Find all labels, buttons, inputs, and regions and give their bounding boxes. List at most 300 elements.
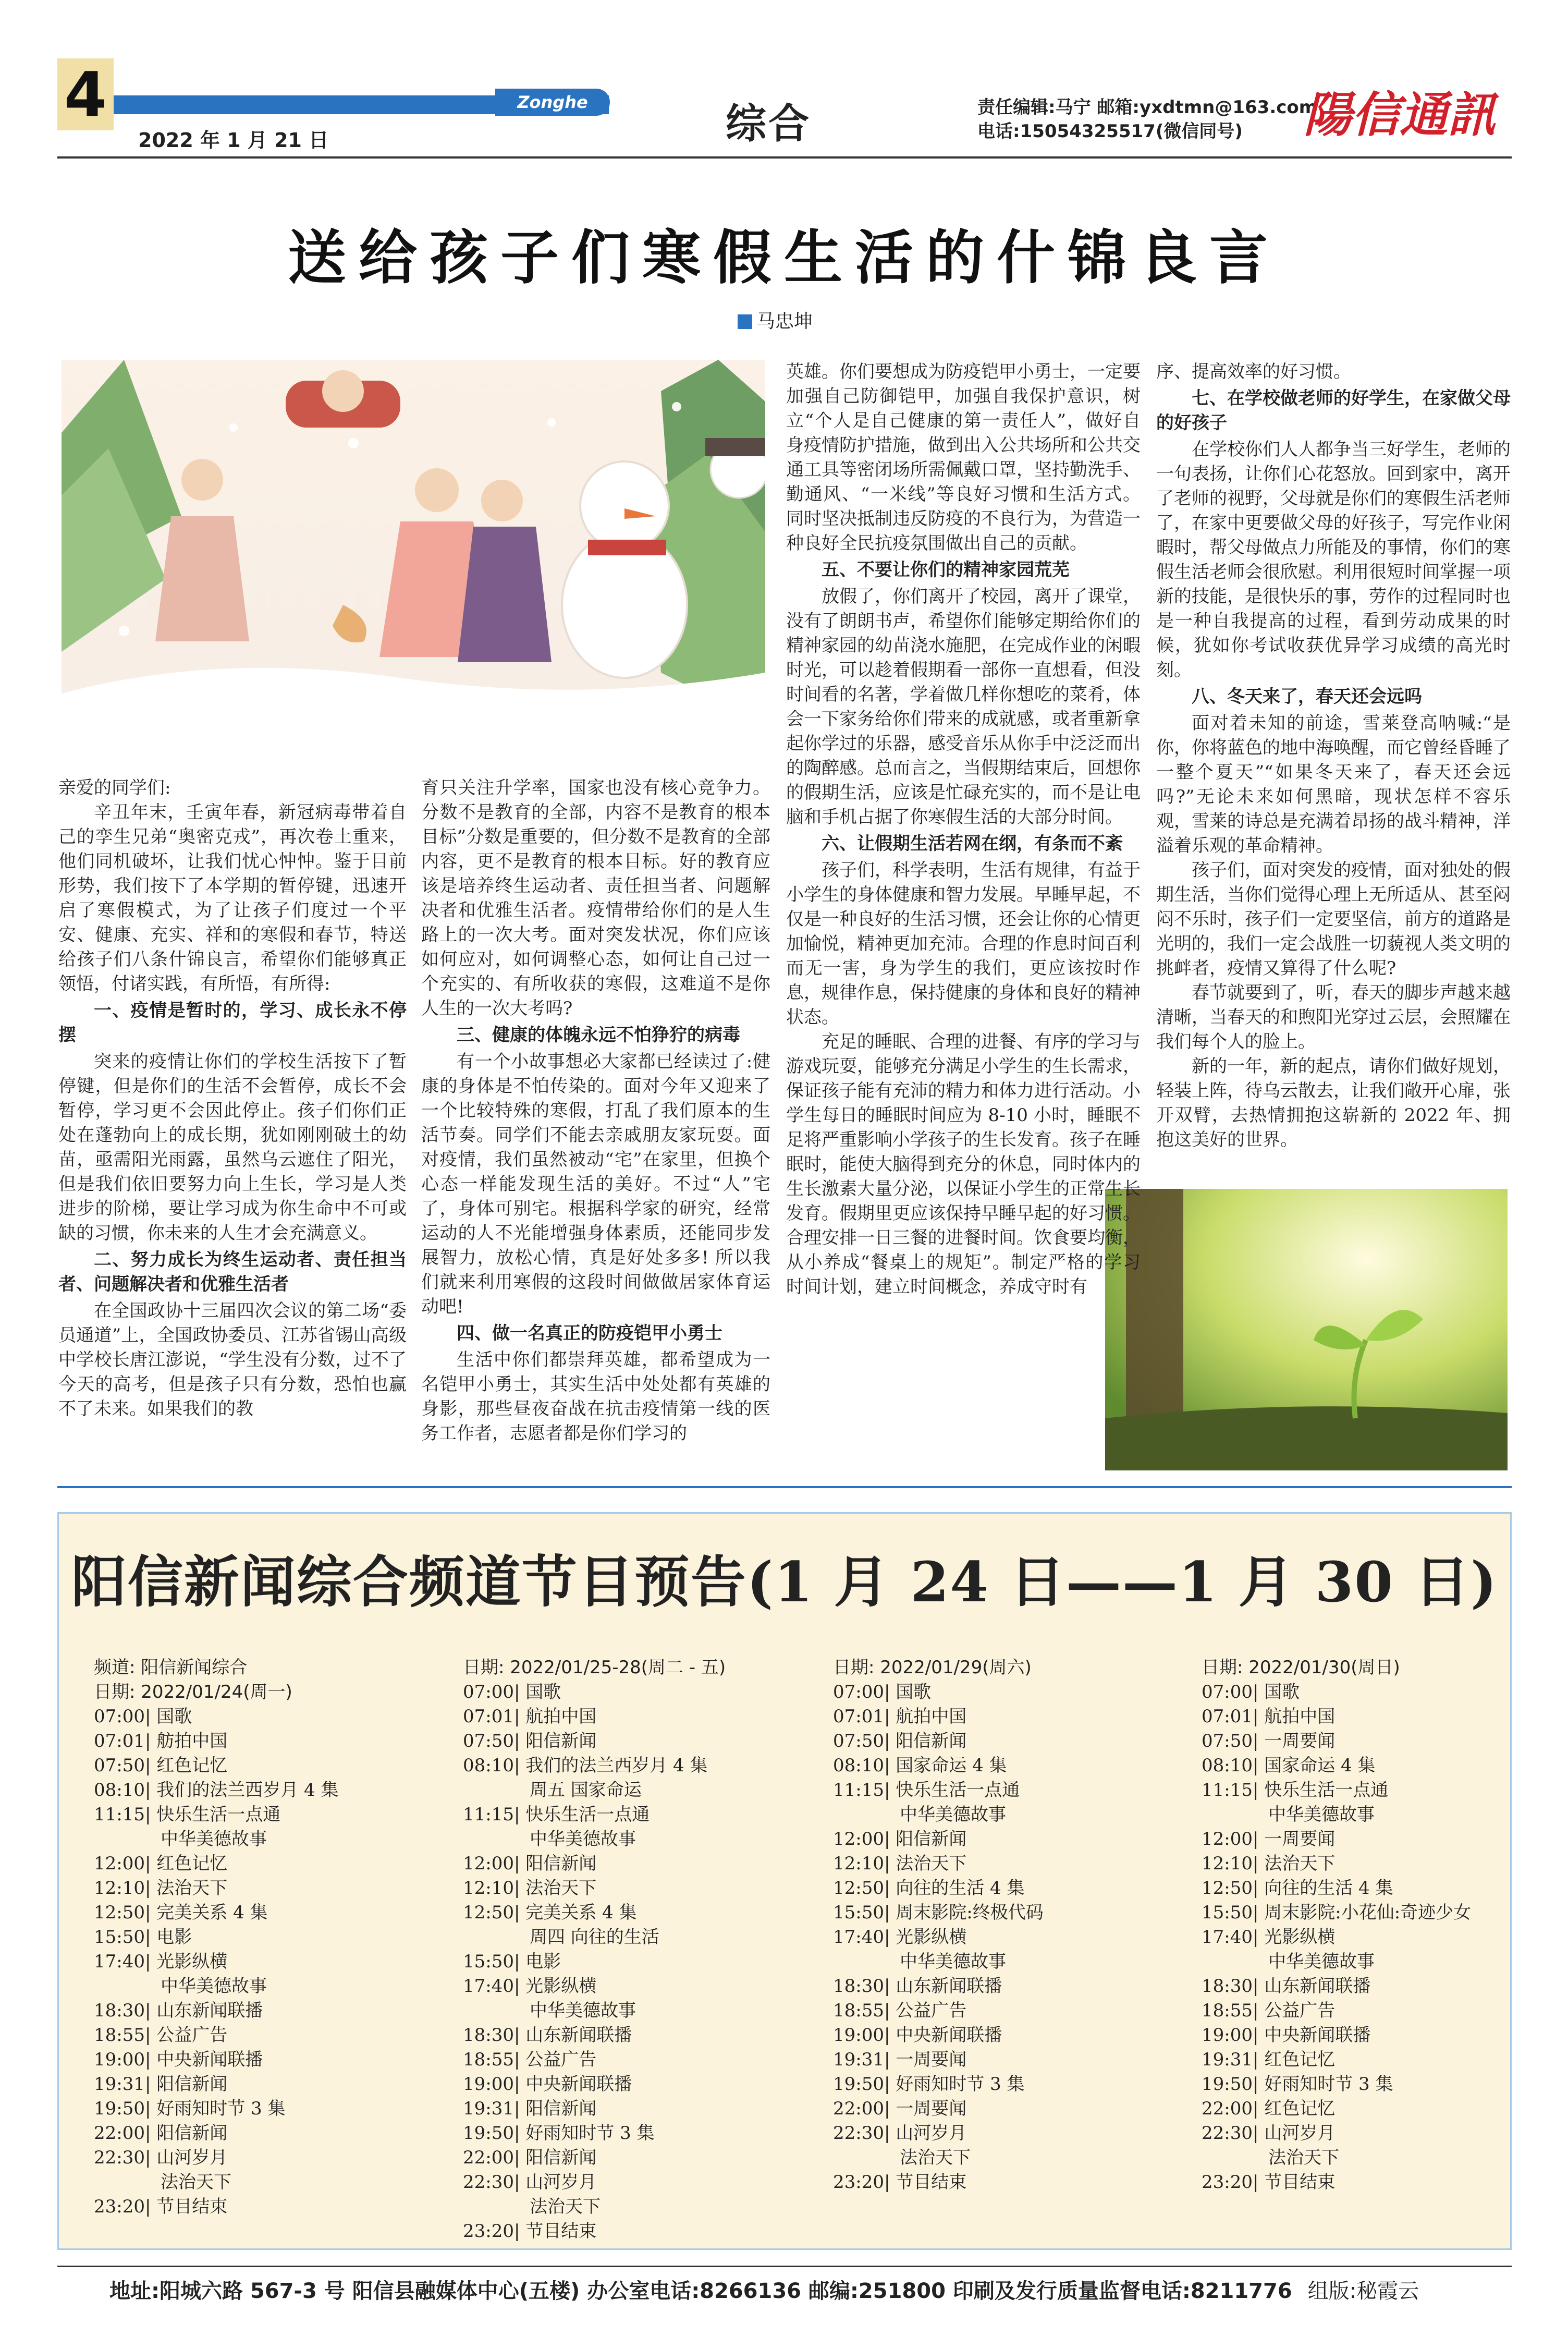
schedule-row — [833, 1778, 1172, 1803]
schedule-time: 12:10 — [833, 1853, 884, 1874]
schedule-time: 15:50 — [1202, 1902, 1253, 1923]
schedule-row — [1202, 1778, 1509, 1803]
schedule-row — [463, 2146, 802, 2170]
schedule-program: 阳信新闻 — [156, 2123, 228, 2144]
schedule-time: 12:10 — [94, 1878, 145, 1899]
schedule-time: 11:15 — [833, 1780, 884, 1800]
schedule-program: 山河岁月 — [156, 2147, 228, 2168]
schedule-separator: | — [144, 2098, 157, 2119]
schedule-row — [1202, 1974, 1509, 1999]
schedule-time: 19:00 — [463, 2074, 514, 2095]
schedule-row — [94, 1925, 433, 1950]
paragraph: 在全国政协十三届四次会议的第二场“委员通道”上，全国政协委员、江苏省锡山高级中学校长唐江澎说，“学生没有分数，过不了今天的高考，但是孩子只有分数，恐怕也赢不了未来。如果我们的教 — [58, 1300, 407, 1419]
schedule-row: 中华美德故事 — [530, 1829, 636, 1850]
schedule-separator: | — [513, 1682, 526, 1702]
schedule-time: 17:40 — [1202, 1927, 1253, 1948]
paragraph: 孩子们，科学表明，生活有规律，有益于小学生的身体健康和智力发展。早睡早起，不仅是一种良好的生活习惯，还会让你的心情更加愉悦，精神更加充沛。合理的作息时间百利而无一害，身为学生的我们，更应该按时作息，规律作息，保持健康的身体和良好的精神状态。 — [786, 860, 1141, 1028]
schedule-time: 12:10 — [1202, 1853, 1253, 1874]
schedule-separator: | — [884, 1731, 896, 1751]
schedule-program: 光影纵横 — [1264, 1927, 1336, 1948]
schedule-row — [463, 2023, 802, 2048]
schedule-time: 07:00 — [94, 1706, 145, 1727]
schedule-program: 公益广告 — [525, 2049, 597, 2070]
schedule-separator: | — [1252, 1780, 1265, 1800]
schedule-separator: | — [144, 2074, 157, 2095]
schedule-time: 18:30 — [833, 1976, 884, 1997]
article-column-3 — [786, 360, 1141, 1299]
schedule-time: 07:01 — [1202, 1706, 1253, 1727]
schedule-row — [463, 2097, 802, 2121]
schedule-separator: | — [1252, 1731, 1265, 1751]
schedule-program: 航拍中国 — [525, 1706, 597, 1727]
schedule-time: 22:30 — [463, 2172, 514, 2193]
schedule-program: 航拍中国 — [1264, 1706, 1336, 1727]
schedule-program: 法治天下 — [1264, 1853, 1336, 1874]
paragraph: 春节就要到了，听，春天的脚步声越来越清晰，当春天的和煦阳光穿过云层，会照耀在我们每个人的脸上。 — [1156, 982, 1511, 1052]
schedule-program: 山河岁月 — [525, 2172, 597, 2193]
schedule-row — [833, 1705, 1172, 1729]
article-column-4 — [1156, 360, 1511, 1152]
header-rule — [57, 156, 1512, 159]
schedule-time: 08:10 — [1202, 1755, 1253, 1776]
paragraph: 新的一年，新的起点，请你们做好规划，轻装上阵，待乌云散去，让我们敞开心扉，张开双臂，去热情拥抱这崭新的 2022 年、拥抱这美好的世界。 — [1156, 1056, 1511, 1150]
schedule-separator: | — [884, 1780, 896, 1800]
schedule-row — [833, 1754, 1172, 1778]
schedule-separator: | — [144, 2049, 157, 2070]
footer-rule — [57, 2266, 1512, 2267]
schedule-separator: | — [1252, 2000, 1265, 2021]
schedule-row — [463, 2219, 802, 2244]
schedule-time: 07:01 — [463, 1706, 514, 1727]
schedule-program: 中央新闻联播 — [525, 2074, 632, 2095]
editor-info — [977, 95, 1317, 143]
schedule-separator: | — [144, 1878, 157, 1899]
schedule-program: 一周要闻 — [896, 2049, 967, 2070]
schedule-row — [1202, 2097, 1509, 2121]
schedule-program: 光影纵横 — [525, 1976, 597, 1997]
schedule-separator: | — [513, 2123, 526, 2144]
schedule-column-4 — [1202, 1656, 1509, 2195]
schedule-row — [1202, 1876, 1509, 1901]
schedule-separator: | — [513, 2098, 526, 2119]
schedule-program: 周末影院:终极代码 — [896, 1902, 1044, 1923]
schedule-row — [1202, 2072, 1509, 2097]
schedule-row — [833, 2121, 1172, 2146]
schedule-row — [833, 1974, 1172, 1999]
schedule-row: 中华美德故事 — [161, 1829, 267, 1850]
schedule-program: 公益广告 — [1264, 2000, 1336, 2021]
schedule-program: 向往的生活 4 集 — [1264, 1878, 1393, 1899]
schedule-row — [1202, 1999, 1509, 2023]
paragraph: 充足的睡眠、合理的进餐、有序的学习与游戏玩耍，能够充分满足小学生的生长需求，保证孩子能有充沛的精力和体力进行活动。小学生每日的睡眠时间应为 8-10 小时，睡眠不足将严重影响小学孩子的生长发育。孩子在睡眠时，能使大脑得到充分的休息，同时体内的生长激素大量分泌，以保证小学生的正常生长发育。假期里更应该保持早睡早起的好习惯。合理安排一日三餐的进餐时间。饮食要均衡，从小养成“餐桌上的规矩”。制定严格的学习时间计划，建立时间概念，养成守时有 — [786, 1031, 1141, 1297]
schedule-time: 12:50 — [463, 1902, 514, 1923]
section-divider — [57, 1486, 1512, 1488]
schedule-program: 阳信新闻 — [896, 1829, 967, 1850]
winter-illustration — [62, 360, 765, 766]
schedule-row: 中华美德故事 — [530, 2000, 636, 2021]
section-heading: 二、努力成长为终生运动者、责任担当者、问题解决者和优雅生活者 — [58, 1249, 407, 1295]
schedule-time: 22:30 — [94, 2147, 145, 2168]
schedule-program: 电影 — [156, 1927, 192, 1948]
schedule-program: 中央新闻联播 — [896, 2025, 1002, 2046]
section-heading: 四、做一名真正的防疫铠甲小勇士 — [457, 1323, 722, 1344]
schedule-time: 19:31 — [1202, 2049, 1253, 2070]
schedule-row — [94, 1999, 433, 2023]
schedule-program: 红色记忆 — [156, 1755, 228, 1776]
schedule-time: 11:15 — [94, 1804, 145, 1825]
schedule-row — [833, 2097, 1172, 2121]
schedule-program: 阳信新闻 — [896, 1731, 967, 1751]
schedule-row — [94, 1852, 433, 1876]
schedule-program: 公益广告 — [156, 2025, 228, 2046]
schedule-time: 18:30 — [1202, 1976, 1253, 1997]
schedule-time: 12:00 — [833, 1829, 884, 1850]
schedule-time: 23:20 — [463, 2221, 514, 2242]
schedule-row — [463, 1803, 802, 1827]
schedule-row — [94, 1876, 433, 1901]
schedule-separator: | — [513, 1731, 526, 1751]
schedule-separator: | — [513, 1755, 526, 1776]
schedule-row: 中华美德故事 — [1268, 1804, 1375, 1825]
schedule-program: 中央新闻联播 — [156, 2049, 263, 2070]
schedule-row: 法治天下 — [530, 2196, 601, 2217]
footer-editor: 组版:秘霞云 — [1307, 2279, 1419, 2303]
schedule-time: 22:30 — [833, 2123, 884, 2144]
schedule-row — [1202, 2048, 1509, 2072]
schedule-row — [463, 1876, 802, 1901]
schedule-separator: | — [1252, 1755, 1265, 1776]
schedule-time: 18:55 — [833, 2000, 884, 2021]
schedule-time: 19:50 — [833, 2074, 884, 2095]
schedule-time: 18:55 — [94, 2025, 145, 2046]
section-en-tag: Zonghe — [495, 89, 610, 116]
schedule-time: 12:10 — [463, 1878, 514, 1899]
schedule-time: 18:30 — [94, 2000, 145, 2021]
schedule-row — [94, 1950, 433, 1974]
schedule-row — [1202, 2121, 1509, 2146]
paragraph: 育只关注升学率，国家也没有核心竞争力。分数不是教育的全部，内容不是教育的根本目标”分数是重要的，但分数不是教育的全部内容，更不是教育的根本目标。好的教育应该是培养终生运动者、责任担当者、问题解决者和优雅生活者。疫情带给你们的是人生路上的一次大考。面对突发状况，你们应该如何应对，如何调整心态，如何让自己过一个充实的、有所收获的寒假，这难道不是你人生的一次大考吗? — [421, 777, 770, 1019]
schedule-separator: | — [1252, 1902, 1265, 1923]
schedule-time: 19:00 — [833, 2025, 884, 2046]
schedule-time: 17:40 — [94, 1951, 145, 1972]
section-heading: 七、在学校做老师的好学生，在家做父母的好孩子 — [1156, 388, 1511, 433]
schedule-separator: | — [884, 1682, 896, 1702]
schedule-program: 向往的生活 4 集 — [896, 1878, 1025, 1899]
schedule-program: 法治天下 — [525, 1878, 597, 1899]
schedule-separator: | — [513, 2172, 526, 2193]
schedule-program: 山东新闻联播 — [1264, 1976, 1371, 1997]
schedule-separator: | — [144, 1902, 157, 1923]
schedule-separator: | — [884, 1829, 896, 1850]
paragraph: 英雄。你们要想成为防疫铠甲小勇士，一定要加强自己防御铠甲，加强自我保护意识，树立“个人是自己健康的第一责任人”，做好自身疫情防护措施，做到出入公共场所和公共交通工具等密闭场所需佩戴口罩，坚持勤洗手、勤通风、“一米线”等良好习惯和生活方式。同时坚决抵制违反防疫的不良行为，为营造一种良好全民抗疫氛围做出自己的贡献。 — [786, 361, 1141, 554]
schedule-separator: | — [513, 1902, 526, 1923]
schedule-time: 19:00 — [1202, 2025, 1253, 2046]
schedule-time: 22:00 — [1202, 2098, 1253, 2119]
editor-line: 责任编辑:马宁 邮箱:yxdtmn@163.com — [977, 97, 1318, 118]
schedule-program: 快乐生活一点通 — [156, 1804, 281, 1825]
schedule-row — [94, 1803, 433, 1827]
schedule-row — [463, 2170, 802, 2195]
schedule-row — [463, 1705, 802, 1729]
schedule-time: 19:50 — [94, 2098, 145, 2119]
schedule-separator: | — [513, 2025, 526, 2046]
author-marker-icon — [738, 314, 752, 329]
schedule-header: 日期: 2022/01/29(周六) — [833, 1657, 1032, 1678]
logo-text: 陽信通訊 — [1303, 87, 1496, 143]
schedule-separator: | — [144, 1706, 157, 1727]
schedule-row — [94, 2048, 433, 2072]
schedule-row — [1202, 1925, 1509, 1950]
section-heading: 八、冬天来了，春天还会远吗 — [1192, 686, 1422, 707]
schedule-time: 07:50 — [463, 1731, 514, 1751]
schedule-program: 完美关系 4 集 — [156, 1902, 268, 1923]
schedule-row — [1202, 1852, 1509, 1876]
schedule-program: 山河岁月 — [896, 2123, 967, 2144]
schedule-separator: | — [884, 2049, 896, 2070]
paragraph: 在学校你们人人都争当三好学生，老师的一句表扬，让你们心花怒放。回到家中，离开了老师的视野，父母就是你们的寒假生活老师了，在家中更要做父母的好孩子，写完作业闲暇时，帮父母做点力所能及的事情，你们的寒假生活老师会很欣慰。利用很短时间掌握一项新的技能，是很快乐的事，劳作的过程同时也是一种自我提高的过程，看到劳动成果的时候，犹如你考试收获优异学习成绩的高光时刻。 — [1156, 439, 1511, 680]
schedule-separator: | — [144, 2196, 157, 2217]
article-column-1 — [58, 776, 407, 1421]
paragraph: 突来的疫情让你们的学校生活按下了暂停键，但是你们的生活不会暂停，成长不会暂停，学习更不会因此停止。孩子们你们正处在蓬勃向上的成长期，犹如刚刚破土的幼苗，亟需阳光雨露，虽然乌云遮住了阳光，但是我们依旧要努力向上生长，学习是人类进步的阶梯，要让学习成为你生命中不可或缺的习惯，你未来的人生才会充满意义。 — [58, 1051, 407, 1244]
schedule-separator: | — [1252, 2098, 1265, 2119]
schedule-separator: | — [884, 1976, 896, 1997]
schedule-program: 红色记忆 — [1264, 2049, 1336, 2070]
schedule-separator: | — [144, 2000, 157, 2021]
schedule-program: 我们的法兰西岁月 4 集 — [525, 1755, 708, 1776]
schedule-column-2 — [463, 1656, 802, 2244]
schedule-program: 我们的法兰西岁月 4 集 — [156, 1780, 339, 1800]
schedule-time: 18:55 — [1202, 2000, 1253, 2021]
schedule-program: 节目结束 — [156, 2196, 228, 2217]
schedule-separator: | — [884, 1853, 896, 1874]
schedule-row — [1202, 1705, 1509, 1729]
schedule-program: 阳信新闻 — [156, 2074, 228, 2095]
schedule-row — [463, 2048, 802, 2072]
paragraph: 生活中你们都崇拜英雄，都希望成为一名铠甲小勇士，其实生活中处处都有英雄的身影，那些昼夜奋战在抗击疫情第一线的医务工作者，志愿者都是你们学习的 — [421, 1349, 770, 1444]
schedule-program: 国歌 — [1264, 1682, 1300, 1702]
schedule-program: 国歌 — [156, 1706, 192, 1727]
schedule-title: 阳信新闻综合频道节目预告(1 月 24 日——1 月 30 日) — [71, 1549, 1498, 1614]
schedule-separator: | — [513, 2221, 526, 2242]
schedule-program: 红色记忆 — [156, 1853, 228, 1874]
schedule-row — [463, 2121, 802, 2146]
schedule-program: 山东新闻联播 — [525, 2025, 632, 2046]
schedule-program: 国歌 — [896, 1682, 932, 1702]
schedule-program: 阳信新闻 — [525, 1731, 597, 1751]
schedule-time: 17:40 — [833, 1927, 884, 1948]
paragraph: 放假了，你们离开了校园，离开了课堂，没有了朗朗书声，希望你们能够定期给你们的精神家园的幼苗浇水施肥，在完成作业的闲暇时光，可以趁着假期看一部你一直想看，但没时间看的名著，学着做几样你想吃的菜肴，体会一下家务给你们带来的成就感，或者重新拿起你学过的乐器，感受音乐从你手中泛泛而出的陶醉感。总而言之，当假期结束后，回想你的假期生活，应该是忙碌充实的，而不是让电脑和手机占据了你寒假生活的大部分时间。 — [786, 586, 1141, 828]
schedule-program: 快乐生活一点通 — [525, 1804, 650, 1825]
schedule-column-3 — [833, 1656, 1172, 2195]
schedule-separator: | — [884, 2098, 896, 2119]
schedule-row — [94, 2195, 433, 2219]
schedule-row — [463, 2072, 802, 2097]
schedule-separator: | — [144, 1731, 157, 1751]
schedule-row — [833, 1876, 1172, 1901]
schedule-program: 阳信新闻 — [525, 2147, 597, 2168]
schedule-time: 19:31 — [833, 2049, 884, 2070]
schedule-separator: | — [1252, 2123, 1265, 2144]
schedule-time: 08:10 — [833, 1755, 884, 1776]
schedule-separator: | — [144, 2123, 157, 2144]
schedule-separator: | — [144, 1853, 157, 1874]
schedule-program: 山东新闻联播 — [896, 1976, 1002, 1997]
paragraph: 孩子们，面对突发的疫情，面对独处的假期生活，当你们觉得心理上无所适从、甚至闷闷不乐时，孩子们一定要坚信，前方的道路是光明的，我们一定会战胜一切藐视人类文明的挑衅者，疫情又算得了什么呢? — [1156, 860, 1511, 979]
schedule-time: 08:10 — [94, 1780, 145, 1800]
article-title: 送给孩子们寒假生活的什锦良言 — [288, 224, 1280, 292]
schedule-column-1 — [94, 1656, 433, 2219]
paragraph: 面对着未知的前途，雪莱登高呐喊:“是你，你将蓝色的地中海唤醒，而它曾经昏睡了一整个夏天”“如果冬天来了，春天还会远吗?”无论未来如何黑暗，现状怎样不容乐观，雪莱的诗总是充满着昂扬的战斗精神，洋溢着乐观的革命精神。 — [1156, 713, 1511, 856]
section-heading: 六、让假期生活若网在纲，有条而不紊 — [822, 833, 1123, 854]
schedule-program: 好雨知时节 3 集 — [525, 2123, 655, 2144]
schedule-program: 国歌 — [525, 1682, 561, 1702]
schedule-time: 07:01 — [833, 1706, 884, 1727]
schedule-row — [463, 1680, 802, 1705]
schedule-separator: | — [1252, 1976, 1265, 1997]
schedule-row — [1202, 1901, 1509, 1925]
schedule-separator: | — [144, 1780, 157, 1800]
schedule-row — [1202, 1827, 1509, 1852]
schedule-header: 日期: 2022/01/25-28(周二 - 五) — [463, 1657, 726, 1678]
schedule-row: 周五 国家命运 — [530, 1780, 642, 1800]
schedule-program: 国家命运 4 集 — [896, 1755, 1007, 1776]
schedule-time: 19:50 — [463, 2123, 514, 2144]
schedule-program: 周末影院:小花仙:奇迹少女 — [1264, 1902, 1472, 1923]
schedule-time: 18:30 — [463, 2025, 514, 2046]
schedule-row — [94, 2097, 433, 2121]
schedule-row — [833, 1901, 1172, 1925]
schedule-separator: | — [1252, 2074, 1265, 2095]
schedule-separator: | — [144, 1804, 157, 1825]
schedule-separator: | — [144, 2147, 157, 2168]
schedule-program: 电影 — [525, 1951, 561, 1972]
schedule-row: 周四 向往的生活 — [530, 1927, 659, 1948]
schedule-row — [94, 2072, 433, 2097]
schedule-row — [833, 1827, 1172, 1852]
schedule-time: 07:00 — [463, 1682, 514, 1702]
schedule-separator: | — [1252, 1878, 1265, 1899]
schedule-program: 节目结束 — [1264, 2172, 1336, 2193]
schedule-row — [94, 1754, 433, 1778]
schedule-row — [94, 1901, 433, 1925]
schedule-row — [833, 1729, 1172, 1754]
schedule-separator: | — [513, 2147, 526, 2168]
sprout-photo — [1105, 1189, 1508, 1470]
schedule-row: 中华美德故事 — [900, 1951, 1006, 1972]
schedule-program: 国家命运 4 集 — [1264, 1755, 1376, 1776]
schedule-separator: | — [513, 1878, 526, 1899]
schedule-program: 好雨知时节 3 集 — [156, 2098, 286, 2119]
schedule-separator: | — [1252, 1927, 1265, 1948]
schedule-time: 07:50 — [1202, 1731, 1253, 1751]
schedule-row — [833, 2072, 1172, 2097]
paragraph: 亲爱的同学们: — [58, 777, 171, 798]
schedule-separator: | — [513, 1804, 526, 1825]
schedule-time: 11:15 — [1202, 1780, 1253, 1800]
schedule-row — [1202, 2170, 1509, 2195]
schedule-time: 19:50 — [1202, 2074, 1253, 2095]
schedule-row — [833, 1852, 1172, 1876]
article-column-2 — [421, 776, 770, 1446]
schedule-row — [94, 1778, 433, 1803]
schedule-program: 舫拍中国 — [156, 1731, 228, 1751]
schedule-time: 07:01 — [94, 1731, 145, 1751]
schedule-separator: | — [1252, 1829, 1265, 1850]
schedule-separator: | — [144, 1755, 157, 1776]
schedule-row — [463, 1950, 802, 1974]
schedule-separator: | — [144, 1927, 157, 1948]
schedule-separator: | — [513, 1976, 526, 1997]
schedule-separator: | — [1252, 2049, 1265, 2070]
schedule-row — [463, 1901, 802, 1925]
schedule-separator: | — [884, 2000, 896, 2021]
schedule-program: 完美关系 4 集 — [525, 1902, 637, 1923]
schedule-time: 07:50 — [94, 1755, 145, 1776]
schedule-separator: | — [1252, 2172, 1265, 2193]
article-author — [738, 307, 813, 333]
schedule-time: 08:10 — [463, 1755, 514, 1776]
paragraph: 有一个小故事想必大家都已经读过了:健康的身体是不怕传染的。面对今年又迎来了一个比较特殊的寒假，打乱了我们原本的生活节奏。同学们不能去亲戚朋友家玩耍。面对疫情，我们虽然被动“宅”在家里，但换个心态一样能发现生活的美好。不过“人”宅了，身体可别宅。根据科学家的研究，经常运动的人不光能增强身体素质，还能同步发展智力，放松心情，真是好处多多! 所以我们就来利用寒假的这段时间做做居家体育运动吧! — [421, 1051, 770, 1317]
schedule-row — [94, 1729, 433, 1754]
phone-line: 电话:15054325517(微信同号) — [977, 121, 1243, 142]
schedule-time: 12:00 — [463, 1853, 514, 1874]
schedule-time: 19:31 — [463, 2098, 514, 2119]
schedule-row: 法治天下 — [900, 2147, 971, 2168]
schedule-row — [463, 1729, 802, 1754]
schedule-separator: | — [884, 1902, 896, 1923]
schedule-program: 快乐生活一点通 — [896, 1780, 1020, 1800]
schedule-separator: | — [1252, 1682, 1265, 1702]
schedule-separator: | — [513, 1951, 526, 1972]
schedule-separator: | — [1252, 1853, 1265, 1874]
schedule-row: 中华美德故事 — [161, 1976, 267, 1997]
schedule-time: 12:00 — [94, 1853, 145, 1874]
footer-address: 地址:阳城六路 567-3 号 阳信县融媒体中心(五楼) 办公室电话:8266136 邮编:251800 印刷及发行质量监督电话:8211776 — [109, 2279, 1292, 2303]
schedule-header: 日期: 2022/01/24(周一) — [94, 1682, 292, 1702]
schedule-row: 法治天下 — [161, 2172, 231, 2193]
schedule-separator: | — [1252, 2025, 1265, 2046]
schedule-program: 一周要闻 — [1264, 1829, 1336, 1850]
schedule-time: 15:50 — [833, 1902, 884, 1923]
schedule-separator: | — [884, 2172, 896, 2193]
schedule-separator: | — [884, 2025, 896, 2046]
schedule-program: 好雨知时节 3 集 — [896, 2074, 1025, 2095]
schedule-separator: | — [513, 1706, 526, 1727]
newspaper-logo — [1288, 83, 1512, 146]
author-name: 马忠坤 — [756, 311, 813, 332]
schedule-program: 山河岁月 — [1264, 2123, 1336, 2144]
schedule-separator: | — [884, 1755, 896, 1776]
schedule-separator: | — [884, 2074, 896, 2095]
schedule-separator: | — [513, 2049, 526, 2070]
schedule-time: 07:00 — [1202, 1682, 1253, 1702]
schedule-time: 07:00 — [833, 1682, 884, 1702]
schedule-separator: | — [513, 2074, 526, 2095]
schedule-time: 23:20 — [833, 2172, 884, 2193]
schedule-time: 11:15 — [463, 1804, 514, 1825]
schedule-header: 日期: 2022/01/30(周日) — [1202, 1657, 1400, 1678]
schedule-row — [833, 2023, 1172, 2048]
schedule-program: 法治天下 — [896, 1853, 967, 1874]
schedule-separator: | — [884, 1706, 896, 1727]
schedule-separator: | — [513, 1853, 526, 1874]
schedule-row — [463, 1974, 802, 1999]
schedule-row — [463, 1852, 802, 1876]
schedule-program: 中央新闻联播 — [1264, 2025, 1371, 2046]
schedule-program: 阳信新闻 — [525, 1853, 597, 1874]
schedule-row: 法治天下 — [1268, 2147, 1339, 2168]
schedule-program: 节目结束 — [525, 2221, 597, 2242]
